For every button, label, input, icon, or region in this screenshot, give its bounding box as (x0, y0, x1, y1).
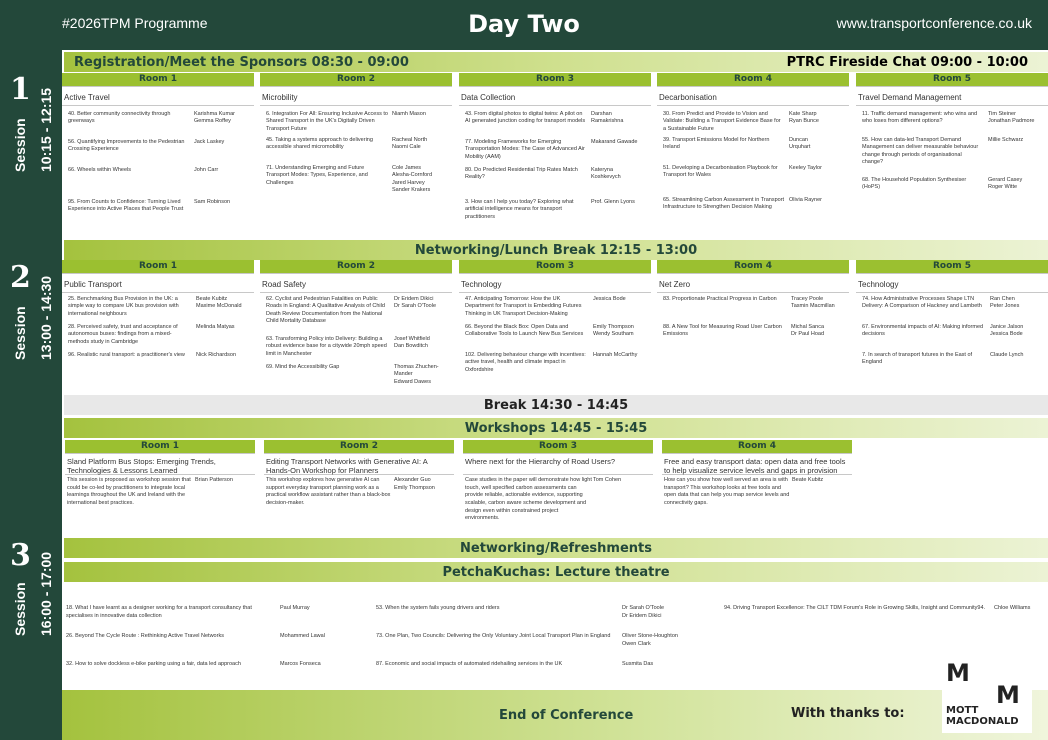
theme-label: Net Zero (657, 273, 849, 293)
talk-title: 47. Anticipating Tomorrow: How the UK Department for Transport is Embedding Futures Thinking in UK Transport Decision-Making (465, 296, 582, 317)
talk-title: 88. A New Tool for Measuring Road User Carbon Emissions (663, 324, 782, 338)
workshop-body (264, 475, 454, 510)
talk-authors: Tracey Poole Tasmin Macmillan (791, 296, 835, 310)
petcha-title: 73. One Plan, Two Councils: Delivering the Only Voluntary Joint Local Transport Plan in England (376, 633, 611, 639)
workshop-column (463, 440, 653, 525)
workshop-room: Room 3 (463, 440, 653, 453)
theme-label: Data Collection (459, 86, 651, 106)
talk-title: 67. Environmental impacts of AI: Making informed decisions (862, 324, 984, 338)
logo-text-2: MACDONALD (946, 716, 1019, 727)
workshop-text: How can you show how well served an area is with transport? This workshop looks at free tools and open data that can help you map service levels and connectivity gaps. (664, 477, 790, 507)
talk-title: 77. Modeling Frameworks for Emerging Transportation Modes: The Case of Advanced Air Mobility (AAM) (465, 139, 585, 160)
theme-label: Travel Demand Management (856, 86, 1048, 106)
talk-authors: Tim Steiner Jonathan Padmore (988, 111, 1035, 125)
petcha-title: 26. Beyond The Cycle Route : Rethinking Active Travel Networks (66, 633, 224, 639)
talk-title: 43. From digital photos to digital twins: A pilot on AI generated junction coding for transport models (465, 111, 586, 125)
break-text: Break 14:30 - 14:45 (483, 397, 629, 413)
talk-authors: Niamh Mason (392, 111, 426, 117)
room-column (856, 73, 1048, 238)
session-2-number: 2 (10, 260, 31, 295)
workshop-column (65, 440, 255, 510)
petcha-authors: Mohammed Lawal (280, 633, 325, 639)
talk-title: 66. Beyond the Black Box: Open Data and Collaborative Tools to Launch New Bus Services (465, 324, 584, 338)
session-3-label: Session (12, 582, 28, 636)
logo-text-1: MOTT (946, 705, 979, 716)
talk-title: 68. The Household Population Synthesiser (HoPS) (862, 177, 967, 191)
day-title: Day Two (468, 10, 580, 38)
workshop-title: Where next for the Hierarchy of Road Users? (463, 453, 653, 475)
workshop-column (662, 440, 852, 510)
petcha-bar (64, 562, 1048, 582)
talk-title: 28. Perceived safety, trust and acceptance of autonomous buses: findings from a mixed-methods study in Cambridge (68, 324, 178, 345)
registration-text: Registration/Meet the Sponsors 08:30 - 09:00 (74, 54, 409, 70)
talk-title: 65. Streamlining Carbon Assessment in Transport Infrastructure to Strengthen Decision Making (663, 197, 785, 211)
footer-bar (62, 690, 1048, 740)
talk-authors: Ran Chen Peter Jones (990, 296, 1020, 310)
talk-title: 51. Developing a Decarbonisation Playbook for Transport for Wales (663, 165, 778, 179)
talk-title: 45. Taking a systems approach to delivering accessible shared micromobility (266, 137, 373, 151)
room-column (260, 73, 452, 238)
break-bar (64, 395, 1048, 415)
end-of-conference: End of Conference (499, 708, 634, 723)
room-header: Room 2 (260, 73, 452, 86)
room-header: Room 5 (856, 260, 1048, 273)
workshop-authors: Brian Patterson (195, 477, 233, 483)
sponsor-logo (942, 655, 1032, 733)
talk-authors: Keeley Taylor (789, 165, 822, 171)
theme-label: Public Transport (62, 273, 254, 293)
petcha-item (376, 661, 654, 669)
talk-authors: Kateryna Koshkevych (591, 167, 621, 181)
registration-bar (64, 52, 1048, 72)
petcha-authors: Marcos Fonseca (280, 661, 321, 667)
workshop-text: This session is proposed as workshop session that could be co-led by practitioners to integrate local learnings throughout the UK and Ireland with the international best practices. (67, 477, 191, 507)
room-header: Room 4 (657, 73, 849, 86)
theme-label: Microbility (260, 86, 452, 106)
session-2-label: Session (12, 306, 28, 360)
talk-authors: Gerard Casey Roger Witte (988, 177, 1023, 191)
workshop-body (65, 475, 255, 510)
petcha-item (66, 633, 325, 641)
talk-title: 55. How can data-led Transport Demand Management can deliver measurable behaviour change through periods of organisational change? (862, 137, 979, 166)
logo-m1: M (946, 659, 970, 687)
theme-label: Decarbonisation (657, 86, 849, 106)
room-header: Room 3 (459, 260, 651, 273)
petcha-title: 53. When the system fails young drivers and riders (376, 605, 500, 611)
workshop-title: Sland Platform Bus Stops: Emerging Trends, Technologies & Lessons Learned (65, 453, 255, 475)
room-header: Room 1 (62, 73, 254, 86)
workshop-column (264, 440, 454, 510)
talk-authors: Beate Kubitz Maxime McDonald (196, 296, 242, 310)
room-header: Room 2 (260, 260, 452, 273)
thanks-text: With thanks to: (791, 706, 905, 721)
talk-authors: Claude Lynch (990, 352, 1024, 358)
room-column (856, 260, 1048, 390)
session-3-time: 16:00 - 17:00 (38, 551, 54, 636)
workshop-room: Room 2 (264, 440, 454, 453)
talk-authors: Prof. Glenn Lyons (591, 199, 635, 205)
workshop-room: Room 1 (65, 440, 255, 453)
workshop-authors: Tom Cohen (593, 477, 622, 483)
talk-title: 71. Understanding Emerging and Future Transport Modes: Types, Experience, and Challenges (266, 165, 368, 186)
workshops-bar (64, 418, 1048, 438)
talk-authors: Josef Whitfield Dan Bowditch (394, 336, 430, 350)
petcha-authors: Susmita Das (622, 661, 654, 667)
logo-wordmark (946, 705, 1019, 727)
networking-text: Networking/Refreshments (460, 540, 652, 556)
workshop-text: Case studies in the paper will demonstrate how light touch, well specified carbon assessments can provide reliable, actionable evidence, supporting scalable, carbon aware scheme development and design even within constrained project environments. (465, 477, 592, 522)
talk-title: 62. Cyclist and Pedestrian Fatalities on Public Roads in England: A Qualitative Analysis of Child Death Review Documentation from the National Child Mortality Database (266, 296, 385, 325)
talk-title: 40. Better community connectivity through greenways (68, 111, 171, 125)
petcha-authors: Chloe Williams (994, 605, 1031, 611)
room-column (657, 73, 849, 238)
room-header: Room 1 (62, 260, 254, 273)
petcha-authors: Paul Murray (280, 605, 310, 611)
talk-authors: Sam Robinson (194, 199, 231, 205)
room-header: Room 5 (856, 73, 1048, 86)
talk-authors: Darshan Ramakrishna (591, 111, 624, 125)
lunch-bar (64, 240, 1048, 260)
room-header: Room 3 (459, 73, 651, 86)
lunch-text: Networking/Lunch Break 12:15 - 13:00 (414, 242, 698, 258)
petcha-authors: Dr Sarah O'Toole Dr Eridem Dikici (622, 605, 665, 619)
petcha-title: 32. How to solve dockless e-bike parking using a fair, data led approach (66, 661, 241, 667)
talk-title: 25. Benchmarking Bus Provision in the UK: a simple way to compare UK bus provision with international neighbours (68, 296, 179, 317)
talk-title: 96. Realistic rural transport: a practitioner's view (68, 352, 185, 358)
theme-label: Road Safety (260, 273, 452, 293)
session-2-time: 13:00 - 14:30 (38, 275, 54, 360)
room-header: Room 4 (657, 260, 849, 273)
session-1-time: 10:15 - 12:15 (38, 87, 54, 172)
fireside-text: PTRC Fireside Chat 09:00 - 10:00 (786, 54, 1028, 70)
talk-authors: Michal Sanca Dr Paul Hoad (791, 324, 825, 338)
workshop-body (662, 475, 852, 510)
theme-label: Active Travel (62, 86, 254, 106)
programme-hashtag: #2026TPM Programme (62, 15, 208, 31)
top-banner (0, 0, 1048, 50)
talk-authors: Duncan Urquhart (789, 137, 811, 151)
petcha-title: 87. Economic and social impacts of automated ridehailing services in the UK (376, 661, 563, 667)
petcha-item (66, 661, 321, 669)
talk-authors: Emily Thompson Wendy Southam (593, 324, 634, 338)
talk-authors: Millie Schwarz (988, 137, 1024, 143)
petcha-item (66, 605, 310, 620)
talk-title: 80. Do Predicted Residential Trip Rates Match Reality? (465, 167, 578, 181)
workshop-title: Free and easy transport data: open data and free tools to help visualize service levels and gaps in provision (662, 453, 852, 475)
petcha-item (376, 605, 665, 619)
petcha-title: 94. Driving Transport Excellence: The CILT TDM Forum's Role in Growing Skills, Insight and Community94. (724, 605, 986, 611)
room-column (657, 260, 849, 390)
talk-title: 95. From Counts to Confidence: Turning Lived Experience into Active Places that People Trust (68, 199, 184, 213)
talk-title: 102. Delivering behaviour change with incentives: active travel, health and climate impact in Oxfordshire (465, 352, 586, 373)
logo-m2: M (996, 681, 1020, 709)
room-column (459, 260, 651, 390)
talk-title: 66. Wheels within Wheels (68, 167, 131, 173)
talk-title: 39. Transport Emissions Model for Northern Ireland (663, 137, 770, 151)
petcha-authors: Oliver Stone-Houghton Owen Clark (622, 633, 678, 647)
theme-label: Technology (856, 273, 1048, 293)
talk-authors: Cole James Alesha-Cornford Jared Harvey Sander Krakers (392, 165, 433, 194)
room-column (62, 73, 254, 238)
talk-authors: Racheal North Naomi Cale (392, 137, 428, 151)
talk-authors: Olivia Rayner (789, 197, 823, 203)
workshop-authors: Alexander Guo Emily Thompson (394, 477, 435, 491)
theme-label: Technology (459, 273, 651, 293)
room-column (459, 73, 651, 238)
workshop-text: This workshop explores how generative AI can support everyday transport planning work as a practical workflow assistant rather than a black-box decision-maker. (266, 477, 391, 507)
workshop-body (463, 475, 653, 525)
petcha-text: PetchaKuchas: Lecture theatre (442, 564, 670, 580)
talk-title: 56. Quantifying Improvements to the Pedestrian Crossing Experience (68, 139, 185, 153)
session-1-label: Session (12, 118, 28, 172)
talk-authors: Kate Sharp Ryan Bunce (789, 111, 819, 125)
website-link[interactable]: www.transportconference.co.uk (836, 15, 1032, 31)
room-column (62, 260, 254, 390)
petcha-item (376, 633, 678, 647)
talk-title: 7. In search of transport futures in the East of England (862, 352, 973, 366)
talk-title: 30. From Predict and Provide to Vision and Validate: Building a Transport Evidence Base for a Sustainable Future (663, 111, 781, 132)
room-column (260, 260, 452, 390)
workshops-text: Workshops 14:45 - 15:45 (464, 420, 648, 436)
talk-authors: Janice Jalson Jessica Bode (990, 324, 1024, 338)
talk-authors: Thomas Zhuchen- Mander Edward Dawes (394, 364, 439, 385)
session-3-number: 3 (10, 538, 31, 573)
workshop-room: Room 4 (662, 440, 852, 453)
talk-authors: Jack Laskey (194, 139, 225, 145)
talk-authors: Karishma Kumar Gemma Roffey (194, 111, 235, 125)
workshop-title: Editing Transport Networks with Generative AI: A Hands-On Workshop for Planners (264, 453, 454, 475)
workshop-authors: Beate Kubitz (792, 477, 824, 483)
talk-title: 6. Integration For All: Ensuring Inclusive Access to Shared Transport in the UK's Digitally Driven Transport Future (266, 111, 388, 132)
session-1-number: 1 (10, 72, 31, 107)
talk-title: 74. How Administrative Processes Shape LTN Delivery: A Comparison of Hackney and Lambeth (862, 296, 982, 310)
talk-title: 11. Traffic demand management: who wins and who loses from different options? (862, 111, 978, 125)
talk-authors: John Carr (194, 167, 219, 173)
talk-authors: Melinda Matyas (196, 324, 235, 330)
talk-title: 3. How can I help you today? Exploring what artificial intelligence means for transport practitioners (465, 199, 574, 220)
talk-title: 83. Proportionate Practical Progress in Carbon (663, 296, 777, 302)
talk-authors: Dr Eridem Dikici Dr Sarah O'Toole (394, 296, 437, 310)
petcha-item (724, 605, 1031, 613)
talk-authors: Makarand Gawade (591, 139, 638, 145)
talk-authors: Jessica Bode (593, 296, 626, 302)
talk-title: 69. Mind the Accessibility Gap (266, 364, 340, 370)
talk-title: 63. Transforming Policy into Delivery: Building a robust evidence base for a citywide 20mph speed limit in Manchester (266, 336, 387, 357)
talk-authors: Nick Richardson (196, 352, 237, 358)
networking-bar (64, 538, 1048, 558)
talk-authors: Hannah McCarthy (593, 352, 638, 358)
petcha-title: 18. What I have learnt as a designer working for a transport consultancy that specialises in innovative data collection (66, 605, 252, 619)
